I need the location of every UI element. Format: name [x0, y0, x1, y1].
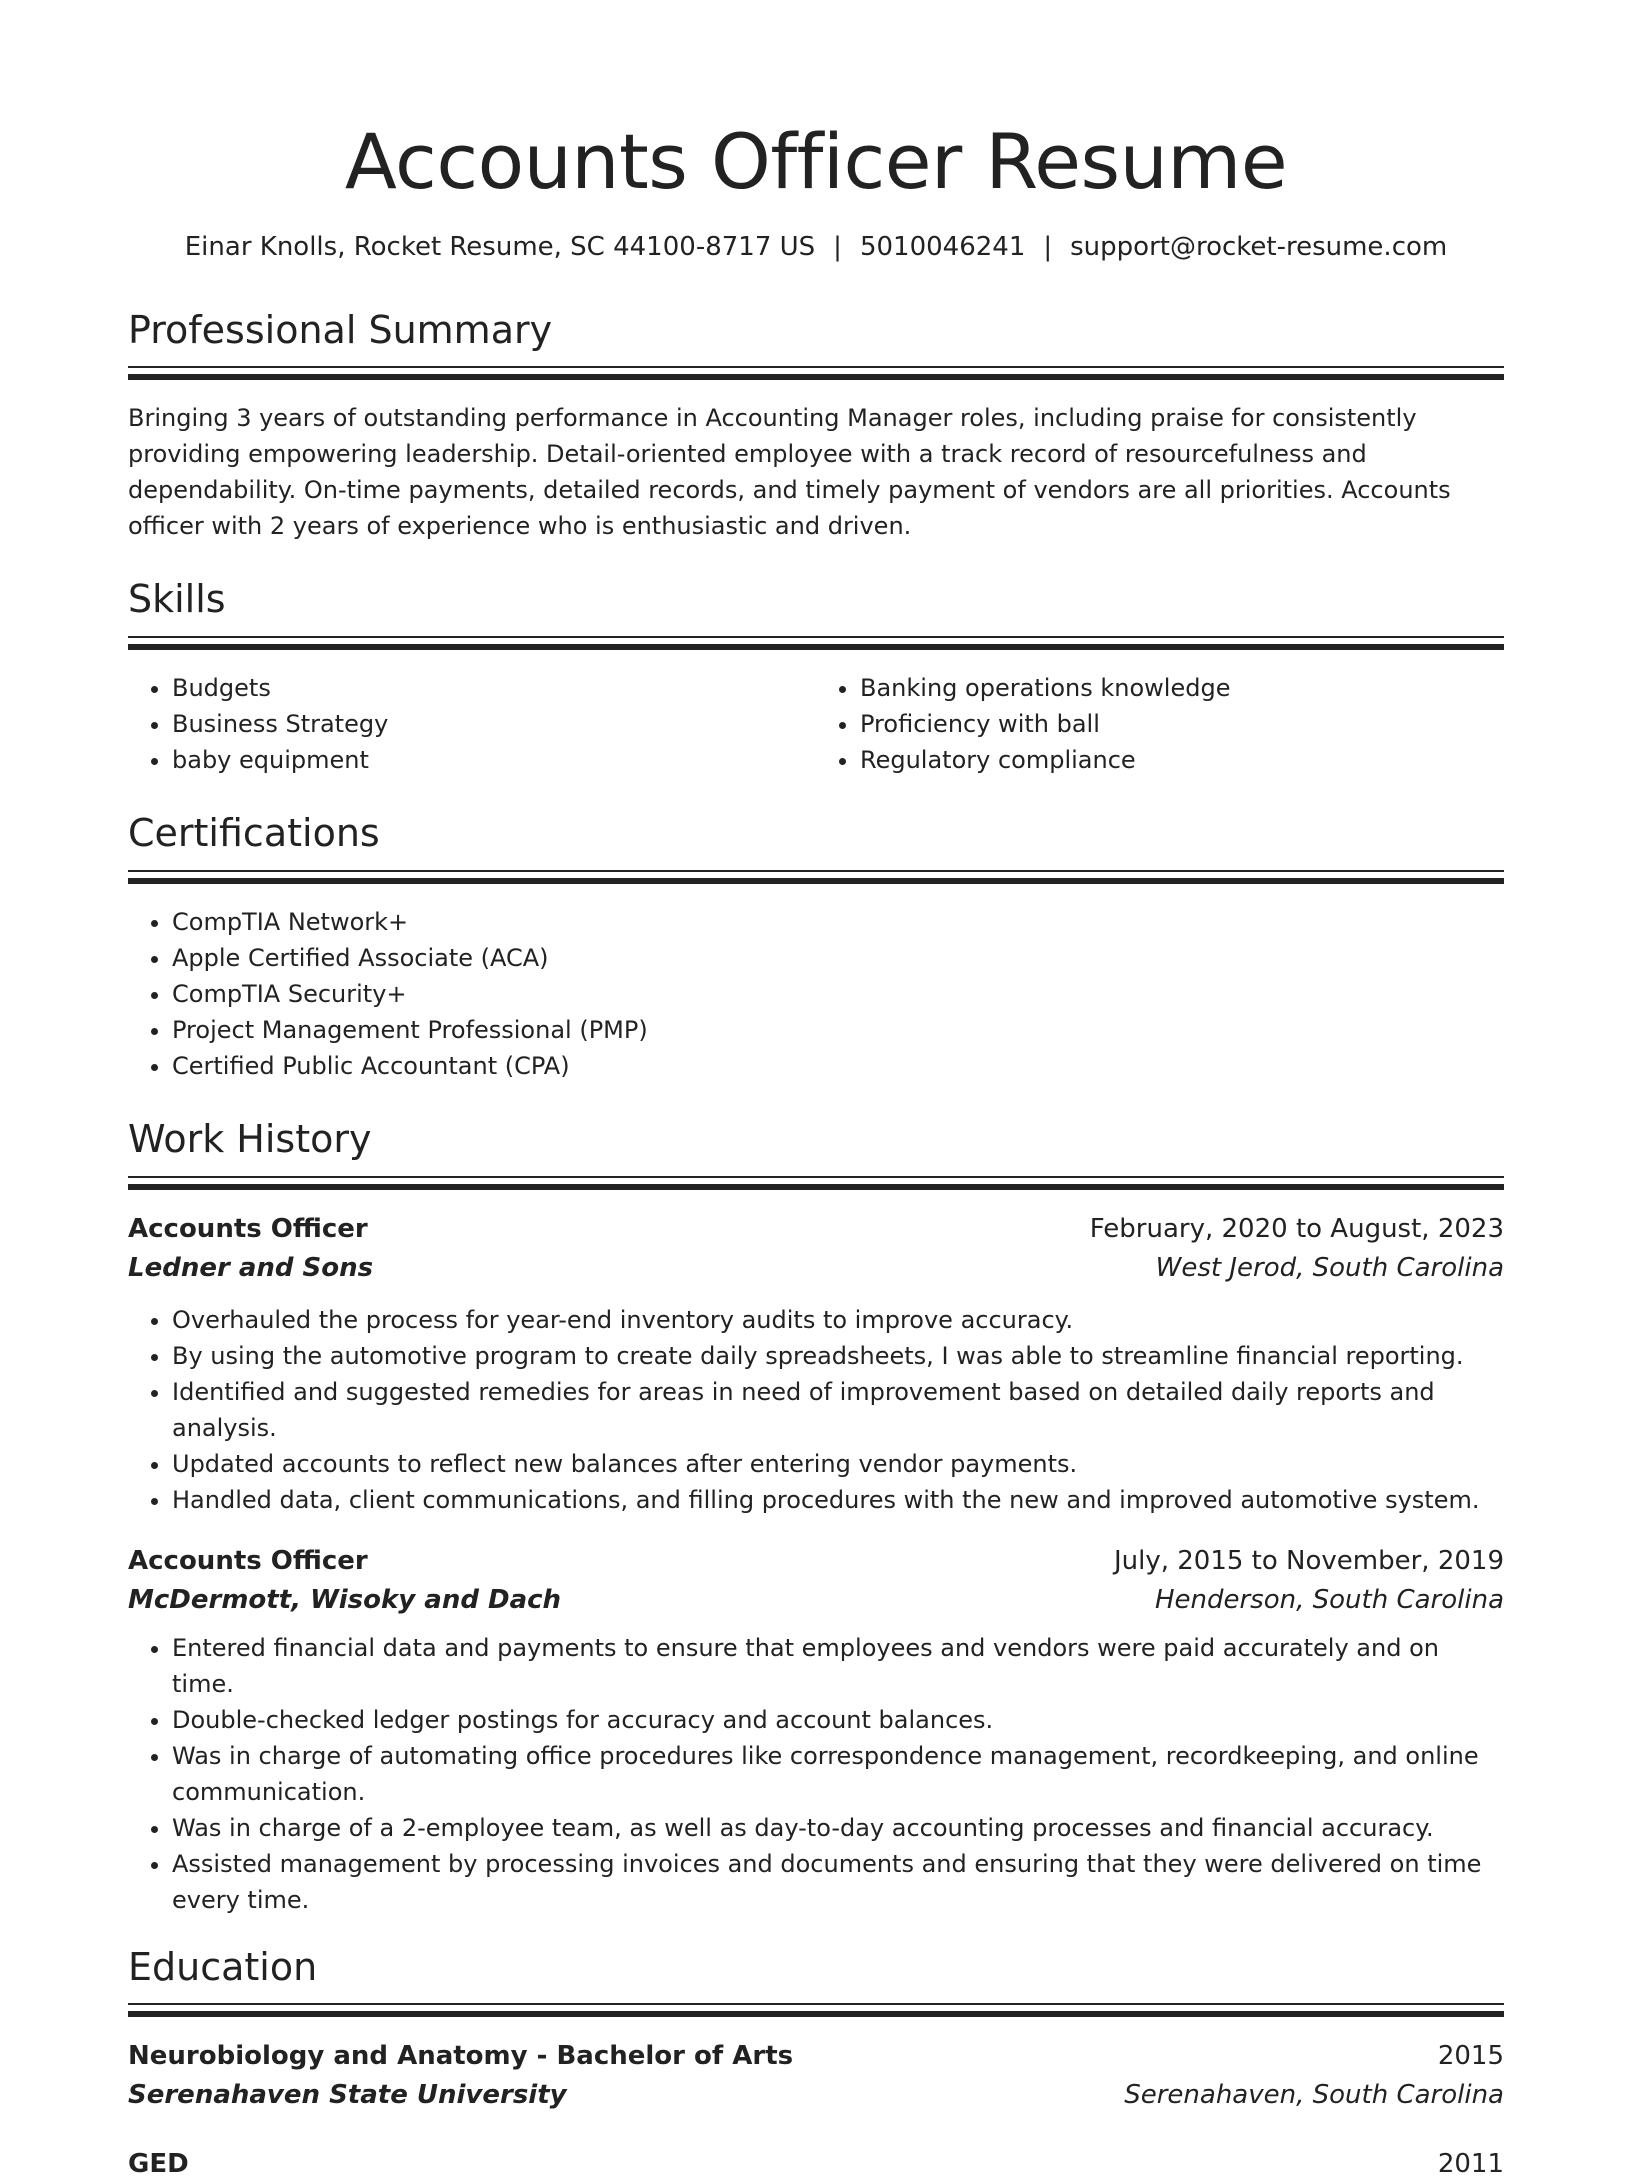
certifications-heading: Certifications — [128, 811, 380, 856]
education-location: Serenahaven, South Carolina — [1124, 2080, 1504, 2111]
skills-list-left — [128, 670, 816, 778]
education-entry — [128, 2145, 1504, 2183]
job-bullet: • Was in charge of a 2-employee team, as well as day-to-day accounting processes and financial accuracy. — [172, 1810, 1504, 1846]
section-divider — [128, 636, 1504, 650]
page-title: Accounts Officer Resume — [344, 117, 1288, 206]
certifications-section — [128, 812, 1504, 1084]
skills-section — [128, 578, 1504, 778]
job-bullet: • Entered financial data and payments to ensure that employees and vendors were paid accurately and on time. — [172, 1630, 1504, 1702]
job-bullets — [128, 1630, 1504, 1918]
job-bullet: • Assisted management by processing invoices and documents and ensuring that they were delivered on time every time. — [172, 1846, 1504, 1918]
section-divider — [128, 366, 1504, 380]
summary-section — [128, 309, 1504, 545]
job-location: Henderson, South Carolina — [1154, 1584, 1504, 1615]
education-year: 2011 — [1437, 2149, 1504, 2180]
job-dates: February, 2020 to August, 2023 — [1089, 1213, 1504, 1244]
certification-item: • Project Management Professional (PMP) — [172, 1012, 1504, 1048]
skill-item: • Budgets — [172, 670, 816, 706]
education-degree: Neurobiology and Anatomy - Bachelor of Arts — [128, 2041, 794, 2072]
certification-item: • Apple Certified Associate (ACA) — [172, 940, 1504, 976]
skill-item: • Proficiency with ball — [860, 706, 1504, 742]
job-company: McDermott, Wisoky and Dach — [128, 1584, 562, 1615]
job-entry — [128, 1210, 1504, 1518]
work-heading: Work History — [128, 1116, 372, 1161]
job-title: Accounts Officer — [128, 1545, 368, 1576]
job-bullet: • Handled data, client communications, and filling procedures with the new and improved automotive system. — [172, 1482, 1504, 1518]
education-school: Serenahaven State University — [128, 2080, 567, 2111]
job-bullet: • By using the automotive program to create daily spreadsheets, I was able to streamline financial reporting. — [172, 1338, 1504, 1374]
job-bullet: • Updated accounts to reflect new balances after entering vendor payments. — [172, 1446, 1504, 1482]
section-divider — [128, 2003, 1504, 2017]
contact-phone: 5010046241 — [859, 231, 1026, 262]
education-year: 2015 — [1437, 2041, 1504, 2072]
contact-line — [128, 232, 1504, 263]
contact-email[interactable]: support@rocket-resume.com — [1070, 231, 1448, 262]
education-section — [128, 1946, 1504, 2183]
section-divider — [128, 1176, 1504, 1190]
job-location: West Jerod, South Carolina — [1155, 1252, 1504, 1283]
certification-item: • CompTIA Security+ — [172, 976, 1504, 1012]
contact-separator: | — [833, 231, 842, 262]
job-title: Accounts Officer — [128, 1213, 368, 1244]
job-bullets — [128, 1302, 1504, 1518]
skills-list-right — [816, 670, 1504, 778]
certification-item: • Certified Public Accountant (CPA) — [172, 1048, 1504, 1084]
skill-item: • baby equipment — [172, 742, 816, 778]
education-degree: GED — [128, 2149, 189, 2180]
certification-item: • CompTIA Network+ — [172, 904, 1504, 940]
summary-heading: Professional Summary — [128, 307, 553, 352]
job-bullet: • Overhauled the process for year-end inventory audits to improve accuracy. — [172, 1302, 1504, 1338]
job-dates: July, 2015 to November, 2019 — [1113, 1545, 1504, 1576]
job-bullet: • Double-checked ledger postings for accuracy and account balances. — [172, 1702, 1504, 1738]
contact-separator: | — [1043, 231, 1053, 262]
skill-item: • Banking operations knowledge — [860, 670, 1504, 706]
certifications-list — [128, 904, 1504, 1084]
work-section — [128, 1118, 1504, 1918]
job-bullet: • Was in charge of automating office procedures like correspondence management, recordkeeping, and online communication. — [172, 1738, 1504, 1810]
skill-item: • Regulatory compliance — [860, 742, 1504, 778]
skills-grid — [128, 670, 1504, 778]
summary-text: Bringing 3 years of outstanding performance in Accounting Manager roles, including praise for consistently providing empowering leadership. Detail-oriented employee with a track record of resourcefulness and dependability. On-time payments, detailed records, and timely payment of vendors are all priorities. Accounts officer with 2 years of experience who is enthusiastic and driven. — [128, 404, 1451, 541]
job-entry — [128, 1542, 1504, 1918]
job-bullet: • Identified and suggested remedies for areas in need of improvement based on detailed daily reports and analysis. — [172, 1374, 1504, 1446]
section-divider — [128, 870, 1504, 884]
skill-item: • Business Strategy — [172, 706, 816, 742]
job-company: Ledner and Sons — [128, 1252, 374, 1283]
education-entry — [128, 2037, 1504, 2115]
skills-heading: Skills — [128, 577, 226, 622]
education-heading: Education — [128, 1944, 318, 1989]
contact-address: Einar Knolls, Rocket Resume, SC 44100-8717 US — [184, 231, 816, 262]
